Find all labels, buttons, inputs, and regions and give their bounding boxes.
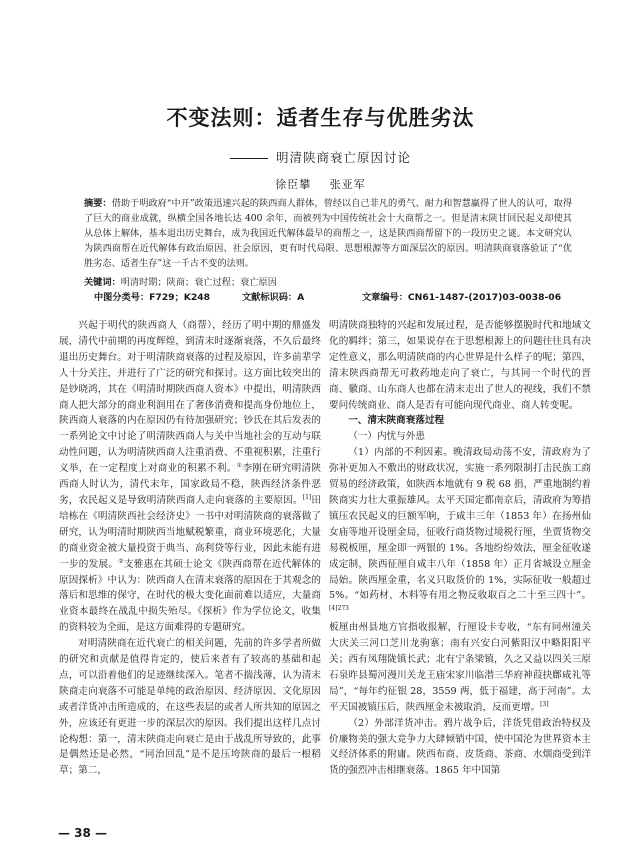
authors: 徐臣攀 张亚军: [275, 178, 366, 191]
page-number: — 38 —: [58, 826, 108, 840]
footnote-marker: [1]: [302, 493, 312, 501]
abstract-label: 摘要：: [84, 198, 112, 209]
right-column: [329, 318, 591, 779]
keywords: [84, 275, 572, 290]
left-paragraph-2: 对明清陕商在近代衰亡的相关问题，先前的许多学者所做的研究和贡献是值得肯定的，使后来者有了较高的基础和起点，可以沿着他们的足迹继续深入。笔者不揣浅薄，认为清末陕商走向衰落不可能是单纯的政治原因、经济原因、文化原因或者洋货冲击所造成的，在这些表层的或者人所共知的原因之外，应该还有更进一步的深层次的原因。我们提出这样几点讨论构想：第一，清末陕商走向衰亡是由于战乱所导致的，此事是偶然还是必然，“同治回乱”是不是压垮陕商的最后一根稻草；第二，: [59, 638, 321, 777]
footnote-marker: ②: [118, 557, 124, 565]
right-paragraph-2-text: 板厘由州县地方官指收报解，行厘设卡专收，“东有同州潼关大庆关三河口芝川龙驹寨；南有兴安白河紫阳汉中略阳阳平关；西有凤翔陇镇长武；北有宁条梁镇，久之又益以四关三原石泉昨县蜀河漫川关龙王庙宋家川临潜三华府神葭抉鄜咸礼等局”，“每年约征银 28，3559 两，低于福建，高于河南”。太平天国被镇压后，陕西厘金未被取消，反而更增。: [329, 622, 591, 713]
keywords-text: 明清时期；陕商；衰亡过程；衰亡原因: [120, 277, 277, 288]
right-intro: 明清陕商独特的兴起和发展过程，是否能够摆脱时代和地域文化的羁绊；第三，如果说存在于思想根源上的问题往往具有决定性意义，那么明清陕商的内心世界是什么样子的呢；第四，清末陕西商帮无可救药地走向了衰亡，与其同一个时代的晋商、徽商、山东商人也都在清末走出了世人的视线，我们不禁要问传统商业、商人是否有可能向现代商业、商人转变呢。: [329, 320, 591, 411]
left-paragraph-1b: 李刚在研究明清陕西商人时认为，清代末年，国家政局不稳，陕西经济条件恶劣，农民起义是导致明清陕西商人走向衰落的主要原因。: [59, 463, 321, 506]
abstract: [84, 196, 572, 271]
left-paragraph-1a: 兴起于明代的陕西商人（商帮），经历了明中期的鼎盛发展，清代中前期的再度辉煌，到清末时逐渐衰落，不久后最终退出历史舞台。对于明清陕商衰落的过程及原因，许多前辈学人十分关注，并进行了广泛的研究和探讨。这方面比较突出的是钞晓鸿，其在《明清时期陕西商人资本》中提出，明清陕西商人把大部分的商业利润用在了奢侈消费和提高身份地位上，陕西商人衰落的内在原因仍有待加强研究；钞氏在其后发表的一系列论文中讨论了明清陕西商人与关中当地社会的互动与联动性问题，认为明清陕西商人注重消费、不重视积累，注重行义举，在一定程度上对商业的积累不利。: [59, 320, 321, 475]
left-paragraph-1d: 支雅惠在其硕士论文《陕西商帮在近代解体的原因探析》中认为：陕西商人在清末衰落的原因在于其观念的落后和思维的保守，在时代的极大变化面前难以适应，大量商业资本最终在战乱中损失殆尽。《探析》作为学位论文，收集的资料较为全面，是这方面难得的专题研究。: [59, 558, 321, 634]
subtitle-dash: [230, 158, 268, 159]
footnote-marker: [4]273: [329, 605, 349, 613]
section-heading-1: 一、清末陕商衰落过程: [348, 415, 445, 427]
clc-number: 中图分类号：F729；K248: [94, 292, 211, 303]
footnote-marker: [3]: [540, 700, 549, 708]
article-number: 文章编号：CN61-1487-(2017)03-0038-06: [362, 292, 562, 303]
right-paragraph-1: [329, 445, 591, 620]
right-paragraph-2: [329, 620, 591, 715]
subtitle-text: 明清陕商衰亡原因讨论: [275, 150, 411, 165]
left-paragraph-1: [59, 318, 321, 636]
paper-title: 不变法则：适者生存与优胜劣汰: [166, 105, 475, 130]
left-paragraph-1c: 田培栋在《明清陕西社会经济史》一书中对明清陕商的衰落做了研究，认为明清时期陕西当地赋税繁重，商业环境恶化，大量的商业资金被大量投资于典当、高利贷等行业，因此未能有进一步的发展。: [59, 494, 321, 570]
right-paragraph-1-text: （1）内部的不利因素。晚清政局动荡不安，清政府为了弥补更加入不敷出的财政状况，实施一系列限制打击民族工商贸易的经济政策，如陕西本地就有 9 税 68 捐，严重地制约着陕商实力壮大重振雄风。太平天国定都南京后，清政府为筹措镇压农民起义的巨额军响，于咸丰三年（1853 年）在扬州仙女庙等地开设厘金局，征收行商货物过境税行厘，坐贾货物交易税板厘，厘金即一两银的 1%。各地纷纷效法，厘金征收遂成定制，陕西征厘自咸丰八年（1858 年）正月省城设立厘金局始。陕西厘金重，名义只取货价的 1%，实际征收一般超过 5%。“如药材、木料等有用之物反收取百之二十至三四十”。: [329, 447, 591, 602]
subsection-heading-1: （一）内忧与外患: [348, 431, 425, 443]
paper-subtitle: [0, 148, 641, 166]
footnote-marker: ①: [236, 461, 243, 469]
keywords-label: 关键词：: [84, 277, 121, 288]
left-column: [59, 318, 321, 779]
right-paragraph-3: （2）外部洋货冲击。鸦片战争后，洋货凭借政治特权及价廉物美的强大竞争力大肆倾销中国，使中国沦为世界资本主义经济体系的附庸。陕西布商、皮货商、茶商、水烟商受到洋货的强烈冲击相继衰落。1865 年中国第: [329, 717, 591, 777]
document-code: 文献标识码：A: [242, 292, 305, 303]
abstract-text: 借助于明政府“中开”政策迅速兴起的陕西商人群体，曾经以自己非凡的勇气、耐力和智慧赢得了世人的认可，取得了巨大的商业成就，纵横全国各地长达 400 余年，而被列为中国传统社会十大商帮之一。但是清末陕甘回民起义却使其从总体上解体，基本退出历史舞台，成为我国近代解体最早的商帮之一，这是陕西商帮留下的一段历史之谜。本文研究认为陕西商帮在近代解体有政治原因、社会原因，更有时代局限、思想根源等方面深层次的原因。明清陕商衰落验证了“优胜劣态、适者生存”这一千古不变的法则。: [84, 198, 573, 269]
